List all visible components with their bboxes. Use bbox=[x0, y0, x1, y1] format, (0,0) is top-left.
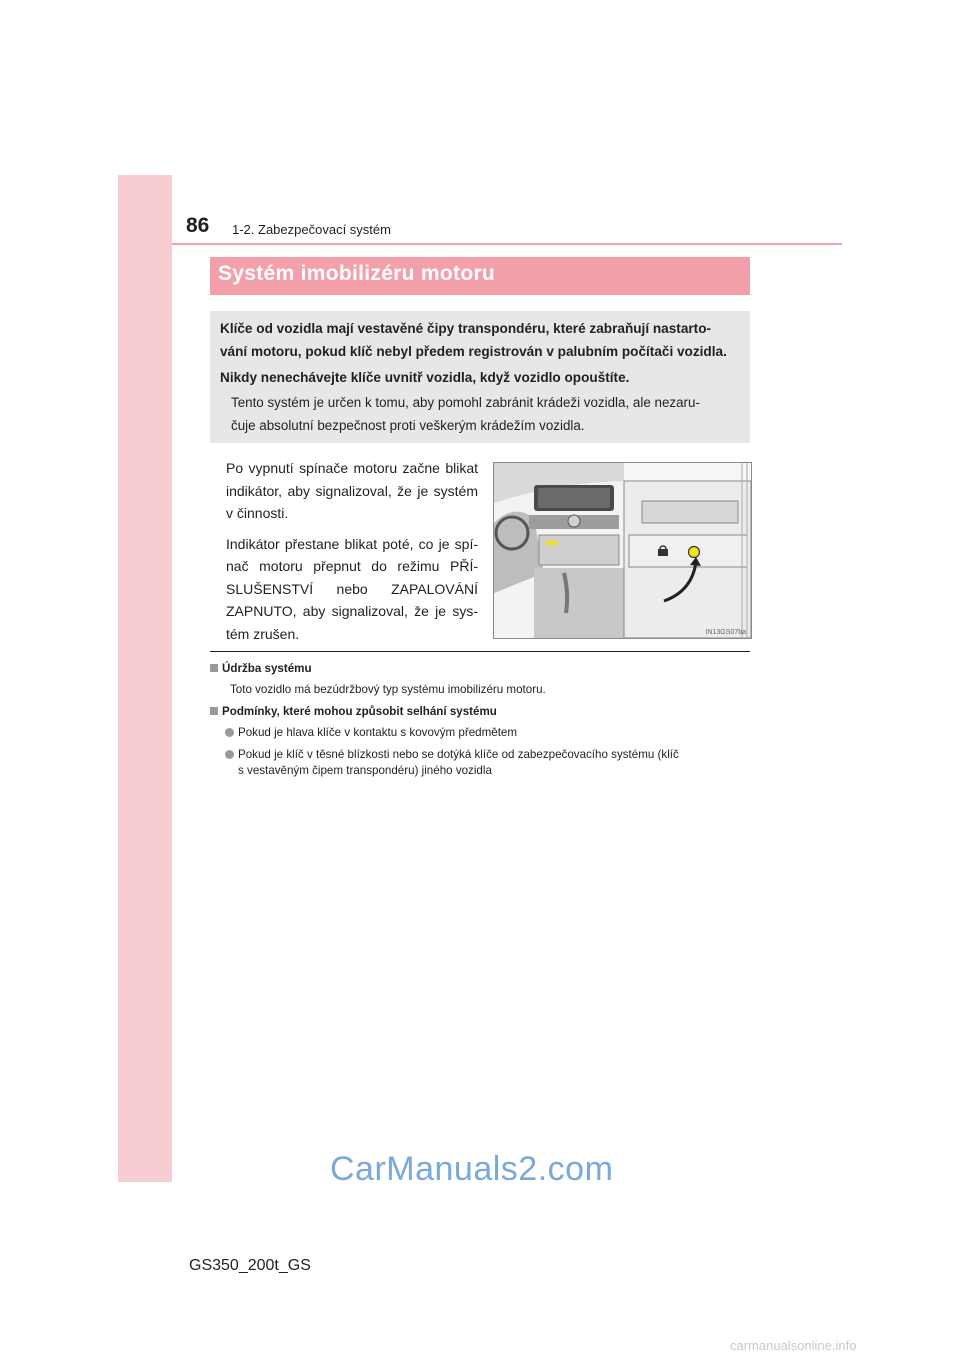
body-paragraph-2: Indikátor přestane blikat poté, co je spí- nač motoru přepnut do režimu PŘÍ- SLUŠENSTVÍ nebo ZAPALOVÁNÍ ZAPNUTO, aby signalizoval, že je sys- tém zrušen. bbox=[226, 535, 478, 642]
footer-site: carmanualsonline.info bbox=[730, 1338, 857, 1353]
side-color-strip bbox=[118, 175, 172, 1182]
square-bullet-icon bbox=[210, 664, 218, 672]
dashboard-drawing bbox=[494, 463, 751, 638]
round-bullet-icon bbox=[225, 728, 234, 737]
info-box bbox=[210, 311, 750, 443]
section-label: 1-2. Zabezpečovací systém bbox=[232, 222, 391, 237]
info-warning: Nikdy nenechávejte klíče uvnitř vozidla, když vozidlo opouštíte. bbox=[220, 370, 630, 385]
note-bullet-2 bbox=[225, 748, 679, 761]
note-maintenance-text: Toto vozidlo má bezúdržbový typ systému imobilizéru motoru. bbox=[230, 683, 546, 696]
info-line-4: Tento systém je určen k tomu, aby pomohl zabránit krádeži vozidla, ale nezaru- bbox=[231, 395, 700, 410]
note-bullet-1 bbox=[225, 726, 517, 739]
bullet-1-text: Pokud je hlava klíče v kontaktu s kovovým předmětem bbox=[238, 726, 518, 739]
page-number: 86 bbox=[186, 214, 210, 237]
section-title: Systém imobilizéru motoru bbox=[218, 262, 496, 285]
note-maintenance-heading bbox=[210, 662, 312, 675]
header-rule bbox=[172, 243, 842, 245]
note-bullet-2-continued: s vestavěným čipem transpondéru) jiného vozidla bbox=[238, 764, 492, 777]
body-paragraph-1: Po vypnutí spínače motoru začne blikat indikátor, aby signalizoval, že je systém v činnosti. bbox=[226, 460, 478, 521]
info-line-5: čuje absolutní bezpečnost proti veškerým krádežím vozidla. bbox=[231, 418, 585, 433]
conditions-heading-text: Podmínky, které mohou způsobit selhání systému bbox=[222, 705, 497, 718]
info-line-1: Klíče od vozidla mají vestavěné čipy transpondéru, které zabraňují nastarto- bbox=[220, 321, 712, 336]
square-bullet-icon bbox=[210, 707, 218, 715]
note-conditions-heading bbox=[210, 705, 497, 718]
section-divider bbox=[210, 651, 750, 652]
round-bullet-icon bbox=[225, 750, 234, 759]
maintenance-heading-text: Údržba systému bbox=[222, 662, 312, 675]
figure-code: IN13GS07ba bbox=[705, 629, 746, 636]
model-code: GS350_200t_GS bbox=[189, 1257, 311, 1274]
dashboard-illustration bbox=[493, 462, 752, 639]
section-title-band bbox=[210, 257, 750, 295]
info-line-2: vání motoru, pokud klíč nebyl předem registrován v palubním počítači vozidla. bbox=[220, 344, 727, 359]
bullet-2-text-line-1: Pokud je klíč v těsné blízkosti nebo se dotýká klíče od zabezpečovacího systému (klíč bbox=[238, 748, 679, 761]
body-text bbox=[226, 457, 478, 653]
watermark: CarManuals2.com bbox=[330, 1150, 614, 1188]
